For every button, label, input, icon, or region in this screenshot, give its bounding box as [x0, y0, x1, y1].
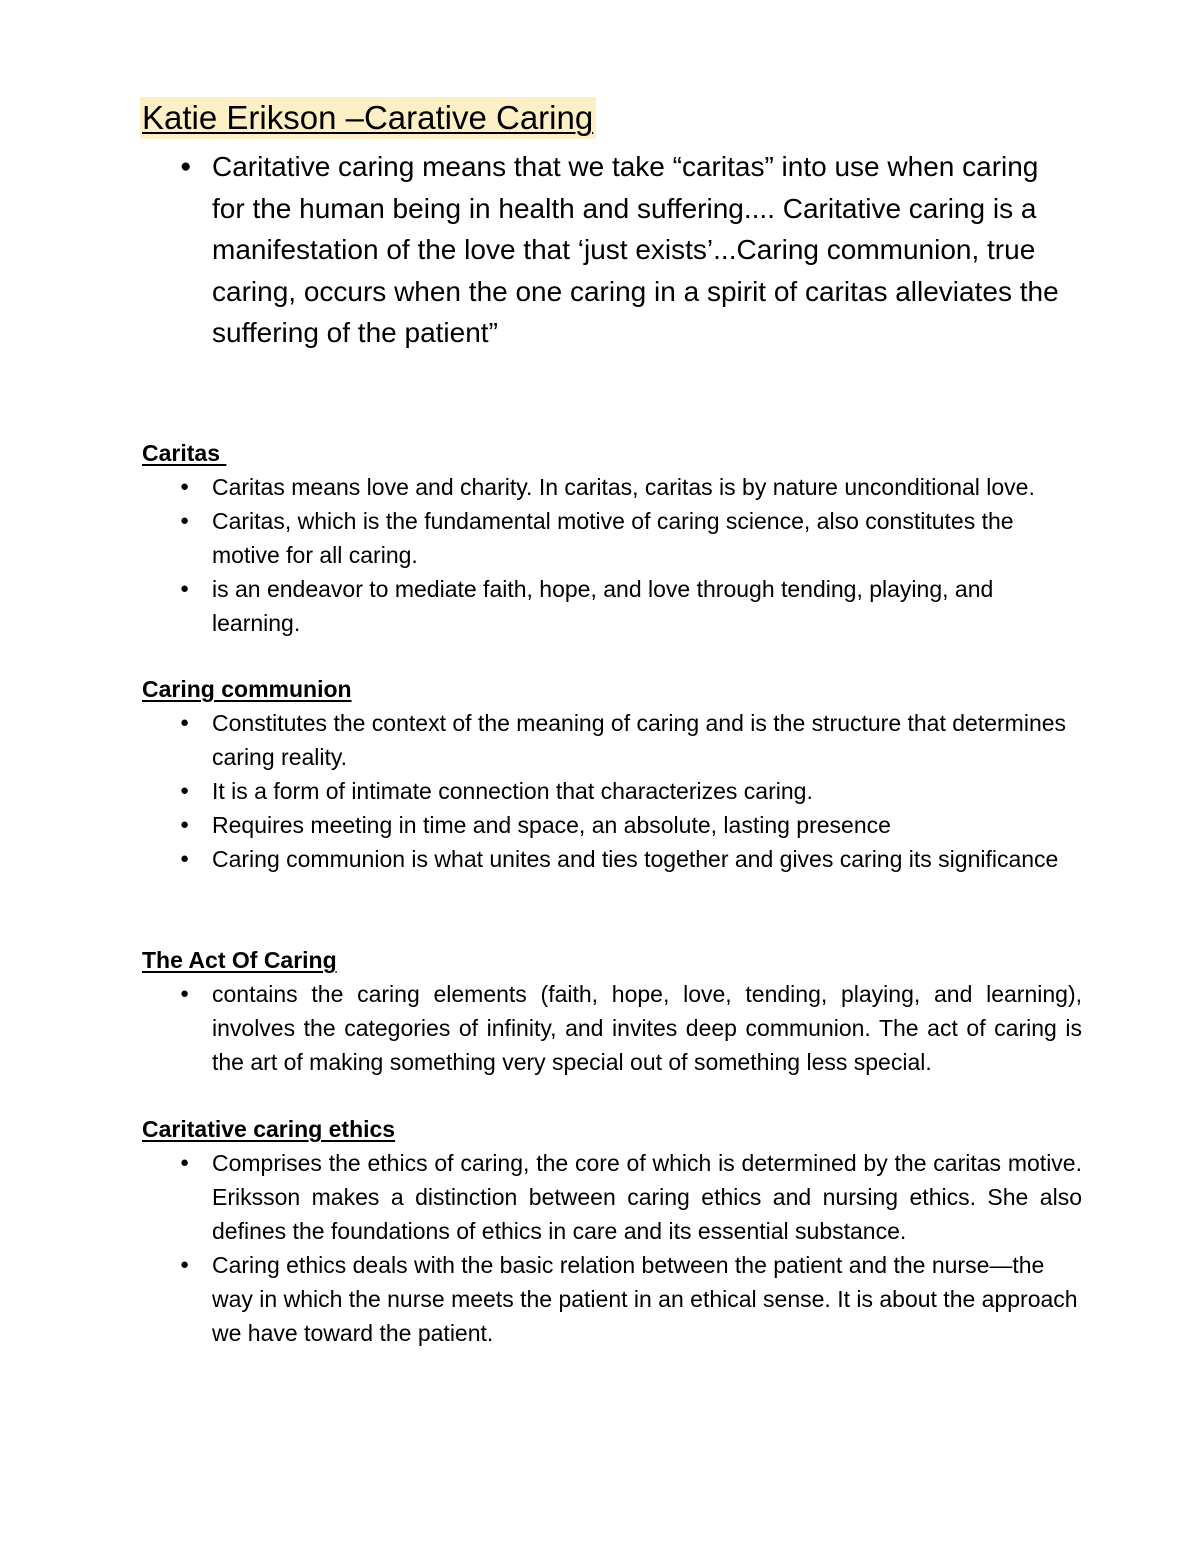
- list-item-text: It is a form of intimate connection that characterizes caring.: [212, 778, 813, 804]
- list-item: [180, 977, 1082, 1079]
- intro-quote: [180, 146, 1062, 354]
- section-heading-caritas: Caritas: [142, 440, 227, 466]
- section-caritas: [0, 436, 1200, 640]
- list-item: [180, 470, 1082, 504]
- bullet-icon: ●: [180, 1256, 190, 1273]
- list-item-text: Caring communion is what unites and ties together and gives caring its significance: [212, 846, 1059, 872]
- bullet-icon: ●: [180, 714, 190, 731]
- intro-list: [0, 146, 1200, 354]
- section-heading-caring-communion: Caring communion: [142, 676, 352, 702]
- list-item: [180, 1146, 1082, 1248]
- list-item: [180, 504, 1082, 572]
- list-item-text: Comprises the ethics of caring, the core of which is determined by the caritas motive. Eriksson makes a distinction between caring ethics and nursing ethics. She also defines the foundations of ethics in care and its essential substance.: [212, 1150, 1082, 1244]
- section-caring-communion: [0, 672, 1200, 876]
- list-item-text: Caritas means love and charity. In caritas, caritas is by nature unconditional love.: [212, 474, 1035, 500]
- list-item: [180, 572, 1082, 640]
- bullet-icon: ●: [180, 1154, 190, 1171]
- list-item-text: Constitutes the context of the meaning of caring and is the structure that determines caring reality.: [212, 710, 1067, 770]
- bullet-icon: ●: [180, 782, 190, 799]
- list-item-text: is an endeavor to mediate faith, hope, and love through tending, playing, and learning.: [212, 576, 994, 636]
- bullet-icon: ●: [180, 478, 190, 495]
- list-item: [180, 706, 1082, 774]
- list-item-text: contains the caring elements (faith, hope, love, tending, playing, and learning), involves the categories of infinity, and invites deep communion. The act of caring is the art of making something very special out of something less special.: [212, 981, 1082, 1075]
- section-heading-caritative-caring-ethics: Caritative caring ethics: [142, 1116, 396, 1142]
- section-list-caritas: [0, 470, 1200, 640]
- bullet-icon: ●: [180, 512, 190, 529]
- list-item-text: Caritas, which is the fundamental motive of caring science, also constitutes the motive for all caring.: [212, 508, 1014, 568]
- page-title: Katie Erikson –Carative Caring: [140, 97, 596, 139]
- section-caritative-caring-ethics: [0, 1112, 1200, 1350]
- section-list-act-of-caring: [0, 977, 1200, 1079]
- section-list-caritative-caring-ethics: [0, 1146, 1200, 1350]
- section-heading-act-of-caring: The Act Of Caring: [142, 947, 337, 973]
- list-item-text: Caring ethics deals with the basic relation between the patient and the nurse—the way in which the nurse meets the patient in an ethical sense. It is about the approach we have toward the patient.: [212, 1252, 1078, 1346]
- bullet-icon: ●: [180, 985, 190, 1002]
- bullet-icon: ●: [180, 816, 190, 833]
- list-item-text: Requires meeting in time and space, an absolute, lasting presence: [212, 812, 891, 838]
- section-act-of-caring: [0, 943, 1200, 1079]
- intro-text: Caritative caring means that we take “caritas” into use when caring for the human being in health and suffering.... Caritative caring is a manifestation of the love that ‘just exists’...Caring communion, true caring, occurs when the one caring in a spirit of caritas alleviates the suffering of the patient”: [212, 151, 1059, 348]
- bullet-icon: ●: [180, 580, 190, 597]
- section-list-caring-communion: [0, 706, 1200, 876]
- bullet-icon: ●: [180, 850, 190, 867]
- list-item: [180, 774, 1082, 808]
- list-item: [180, 842, 1082, 876]
- list-item: [180, 1248, 1082, 1350]
- list-item: [180, 808, 1082, 842]
- bullet-icon: ●: [180, 156, 192, 177]
